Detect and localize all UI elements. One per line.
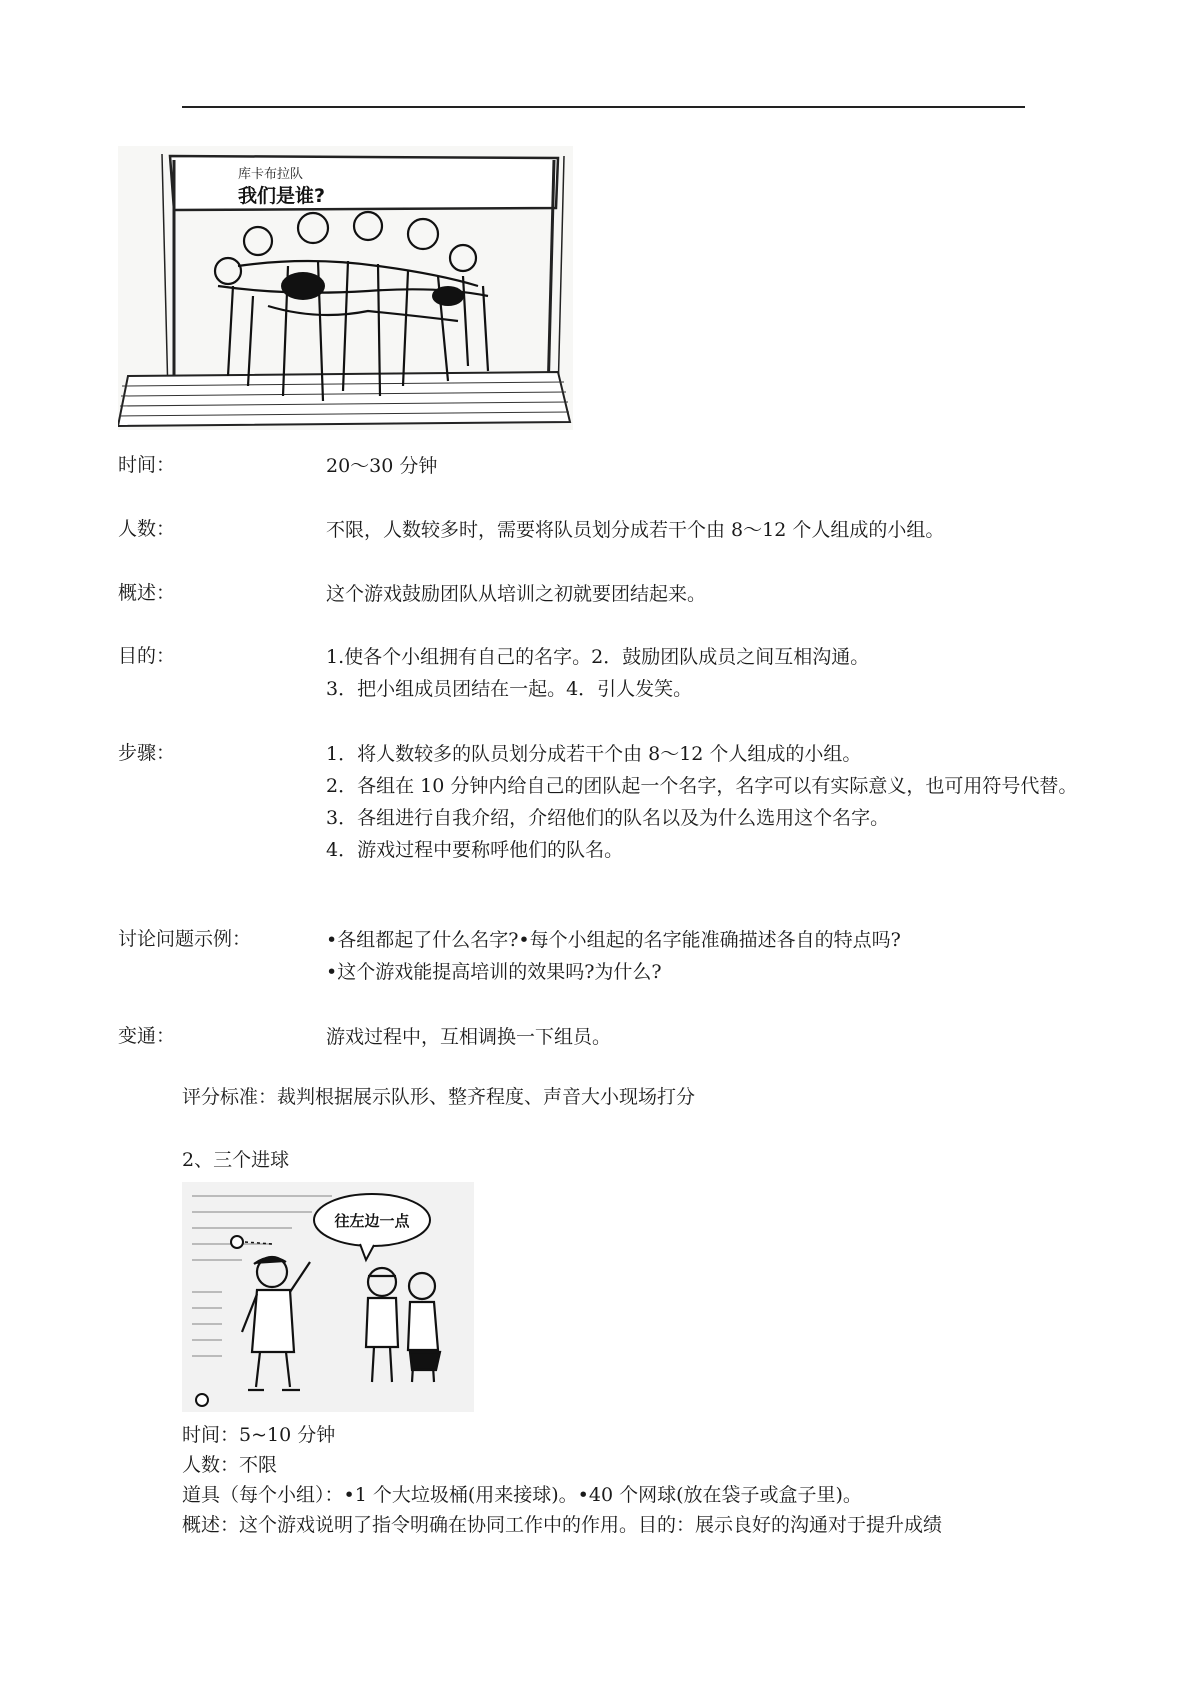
- speech-bubble-text: 往左边一点: [334, 1212, 410, 1230]
- row-value: 不限，人数较多时，需要将队员划分成若干个由 8～12 个人组成的小组。: [326, 519, 945, 541]
- row-value: 这个游戏鼓励团队从培训之初就要团结起来。: [326, 583, 707, 605]
- section-2-overview: 概述：这个游戏说明了指令明确在协同工作中的作用。目的：展示良好的沟通对于提升成绩: [182, 1514, 943, 1536]
- scoring-text: 评分标准：裁判根据展示队形、整齐程度、声音大小现场打分: [182, 1086, 696, 1108]
- row-label: 讨论问题示例：: [118, 928, 252, 950]
- row-value: 3．把小组成员团结在一起。4．引人发笑。: [326, 678, 693, 700]
- row-label: 目的：: [118, 645, 176, 667]
- row-label: 时间：: [118, 454, 176, 476]
- row-label: 人数：: [118, 518, 176, 540]
- row-value: 1.使各个小组拥有自己的名字。2．鼓励团队成员之间互相沟通。: [326, 646, 870, 668]
- row-value: 游戏过程中，互相调换一下组员。: [326, 1026, 612, 1048]
- section-2-time: 时间：5~10 分钟: [182, 1424, 336, 1446]
- row-value: 2．各组在 10 分钟内给自己的团队起一个名字，名字可以有实际意义，也可用符号代替。: [326, 775, 1078, 797]
- banner-text-1: 库卡布拉队: [238, 167, 304, 182]
- banner-text-2: 我们是谁?: [238, 185, 326, 207]
- row-value: 20～30 分钟: [326, 455, 438, 477]
- header-rule: [182, 106, 1025, 108]
- row-label: 变通：: [118, 1025, 176, 1047]
- row-value: •各组都起了什么名字?•每个小组起的名字能准确描述各自的特点吗?: [326, 929, 901, 951]
- row-value: •这个游戏能提高培训的效果吗?为什么?: [326, 961, 662, 983]
- three-goals-illustration: [182, 1182, 474, 1412]
- team-hug-illustration: [118, 146, 573, 430]
- section-2-title: 2、三个进球: [182, 1149, 290, 1171]
- row-value: 3．各组进行自我介绍，介绍他们的队名以及为什么选用这个名字。: [326, 807, 890, 829]
- row-value: 1．将人数较多的队员划分成若干个由 8～12 个人组成的小组。: [326, 743, 862, 765]
- row-label: 步骤：: [118, 742, 176, 764]
- row-label: 概述：: [118, 582, 176, 604]
- section-2-people: 人数：不限: [182, 1454, 278, 1476]
- section-2-props: 道具（每个小组）：•1 个大垃圾桶(用来接球)。•40 个网球(放在袋子或盒子里)。: [182, 1484, 862, 1506]
- row-value: 4．游戏过程中要称呼他们的队名。: [326, 839, 624, 861]
